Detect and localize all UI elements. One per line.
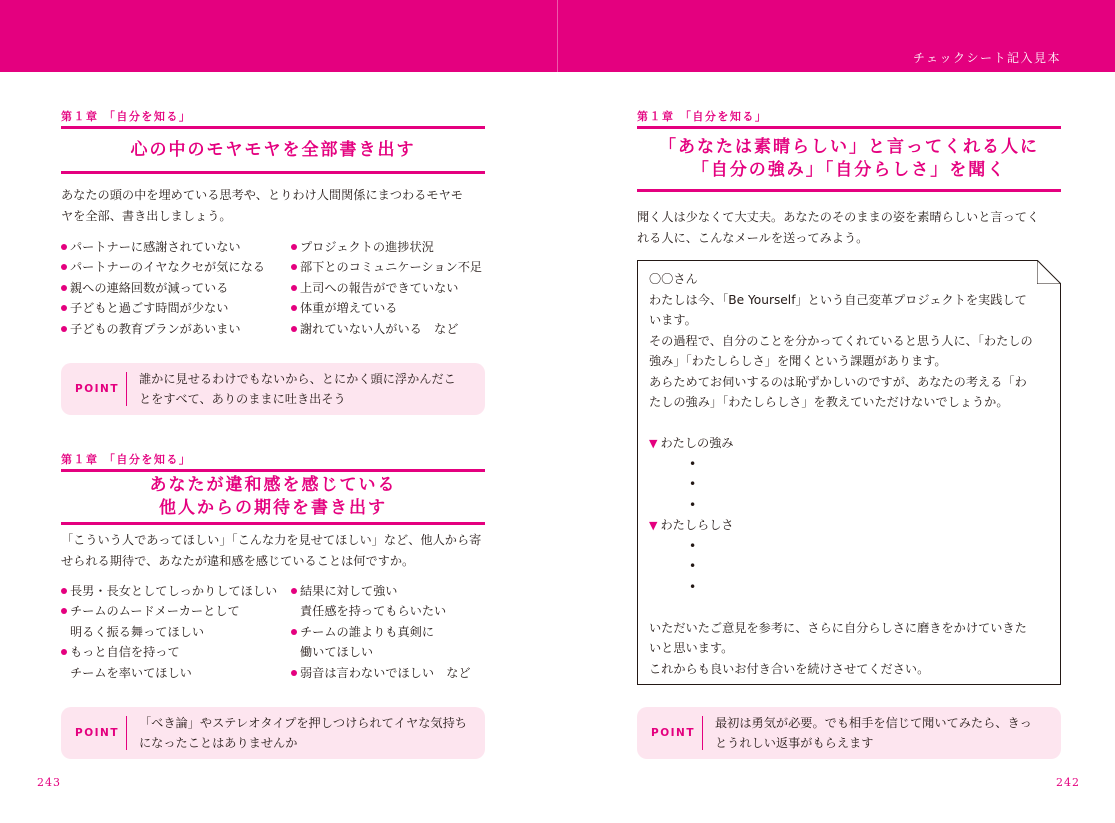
strengths-heading: ▼ わたしの強み (649, 436, 734, 450)
section-title-box (61, 126, 485, 174)
bullet-column-1 (61, 237, 265, 339)
point-line: になったことはありませんか (139, 736, 298, 750)
list-item: プロジェクトの進捗状況 (291, 237, 482, 257)
list-item: もっと自信を持って チームを率いてほしい (61, 642, 277, 683)
email-line: あらためてお伺いするのは恥ずかしいのですが、あなたの考える「わ (649, 374, 1027, 389)
section-title: 心の中のモヤモヤを全部書き出す (130, 139, 416, 160)
point-line: 「べき論」やステレオタイプを押しつけられてイヤな気持ち (139, 716, 467, 730)
chapter-label: 第１章 「自分を知る」 (61, 453, 192, 466)
list-item: 弱音は言わないでほしい など (291, 663, 471, 683)
point-line: とうれしい返事がもらえます (715, 736, 874, 750)
intro-paragraph (637, 207, 1061, 249)
email-line: その過程で、自分のことを分かってくれていると思う人に、「わたしの (649, 333, 1033, 348)
list-item: パートナーのイヤなクセが気になる (61, 257, 265, 277)
list-item: 上司への報告ができていない (291, 278, 482, 298)
email-closing-line: いただいたご意見を参考に、さらに自分らしさに磨きをかけていきた (649, 620, 1027, 635)
section-title-box (61, 469, 485, 525)
section-title-line: 「自分の強み」「自分らしさ」を聞く (691, 160, 1007, 180)
chapter-label: 第１章 「自分を知る」 (61, 110, 192, 123)
intro-line: ヤを全部、書き出しましょう。 (61, 209, 232, 223)
point-line: 誰かに見せるわけでもないから、とにかく頭に浮かんだこ (139, 372, 456, 386)
email-line: 強み」「わたしらしさ」を聞くという課題があります。 (649, 354, 947, 368)
intro-paragraph (61, 185, 485, 227)
point-label: POINT (75, 383, 119, 395)
list-item: 結果に対して強い 責任感を持ってもらいたい (291, 581, 471, 622)
point-label: POINT (75, 727, 119, 739)
list-item: 長男・長女としてしっかりしてほしい (61, 581, 277, 601)
intro-line: せられる期待で、あなたが違和感を感じていることは何ですか。 (61, 554, 415, 568)
point-label: POINT (651, 727, 695, 739)
point-divider (126, 716, 127, 750)
email-line: わたしは今、「Be Yourself」という自己変革プロジェクトを実践して (649, 292, 1027, 307)
list-item: チームのムードメーカーとして 明るく振る舞ってほしい (61, 601, 277, 642)
point-box (637, 707, 1061, 759)
header-title: チェックシート記入見本 (912, 51, 1061, 65)
blank-bullet: • (689, 579, 697, 594)
email-closing-line: これからも良いお付き合いを続けさせてください。 (649, 661, 930, 676)
point-box (61, 363, 485, 415)
point-text (715, 713, 1055, 753)
intro-paragraph (61, 530, 485, 572)
list-item: 親への連絡回数が減っている (61, 278, 265, 298)
list-item: 子どもと過ごす時間が少ない (61, 298, 265, 318)
bullet-column-2 (291, 581, 471, 683)
email-greeting: 〇〇さん (649, 272, 698, 286)
point-text (139, 369, 479, 409)
email-body (649, 269, 1054, 679)
intro-line: れる人に、こんなメールを送ってみよう。 (637, 231, 869, 245)
intro-line: 「こういう人であってほしい」「こんな力を見せてほしい」など、他人から寄 (61, 533, 482, 547)
section-title-box (637, 126, 1061, 192)
point-box (61, 707, 485, 759)
email-line: います。 (649, 313, 697, 327)
list-item: 部下とのコミュニケーション不足 (291, 257, 482, 277)
blank-bullet: • (689, 497, 697, 512)
point-line: とをすべて、ありのままに吐き出そう (139, 392, 346, 406)
section-title-line: あなたが違和感を感じている (149, 475, 397, 495)
list-item: 子どもの教育プランがあいまい (61, 319, 265, 339)
point-text (139, 713, 479, 753)
intro-line: 聞く人は少なくて大丈夫。あなたのそのままの姿を素晴らしいと言ってく (637, 210, 1040, 224)
page-number: 243 (37, 776, 61, 789)
triangle-down-icon: ▼ (649, 437, 658, 450)
header-band (0, 0, 1115, 72)
intro-line: あなたの頭の中を埋めている思考や、とりわけ人間関係にまつわるモヤモ (61, 188, 463, 202)
point-line: 最初は勇気が必要。でも相手を信じて聞いてみたら、きっ (715, 716, 1032, 730)
blank-bullet: • (689, 456, 697, 471)
point-divider (126, 372, 127, 406)
list-item: パートナーに感謝されていない (61, 237, 265, 257)
bullet-column-1 (61, 581, 277, 683)
chapter-label: 第１章 「自分を知る」 (637, 110, 768, 123)
bullet-column-2 (291, 237, 482, 339)
blank-bullet: • (689, 477, 697, 491)
list-item: チームの誰よりも真剣に 働いてほしい (291, 622, 471, 663)
list-item: 体重が増えている (291, 298, 482, 318)
point-divider (702, 716, 703, 750)
page-number: 242 (1056, 776, 1080, 789)
list-item: 謝れていない人がいる など (291, 319, 482, 339)
email-line: たしの強み」「わたしらしさ」を教えていただけないでしょうか。 (649, 395, 1009, 409)
selfness-heading: ▼ わたしらしさ (649, 518, 734, 532)
section-title-line: 「あなたは素晴らしい」と言ってくれる人に (659, 137, 1039, 157)
email-closing-line: いと思います。 (649, 641, 734, 655)
triangle-down-icon: ▼ (649, 519, 658, 532)
section-title-line: 他人からの期待を書き出す (159, 498, 387, 518)
blank-bullet: • (689, 538, 697, 553)
email-template-card (637, 260, 1061, 685)
blank-bullet: • (689, 559, 697, 573)
spine-line (557, 0, 558, 72)
